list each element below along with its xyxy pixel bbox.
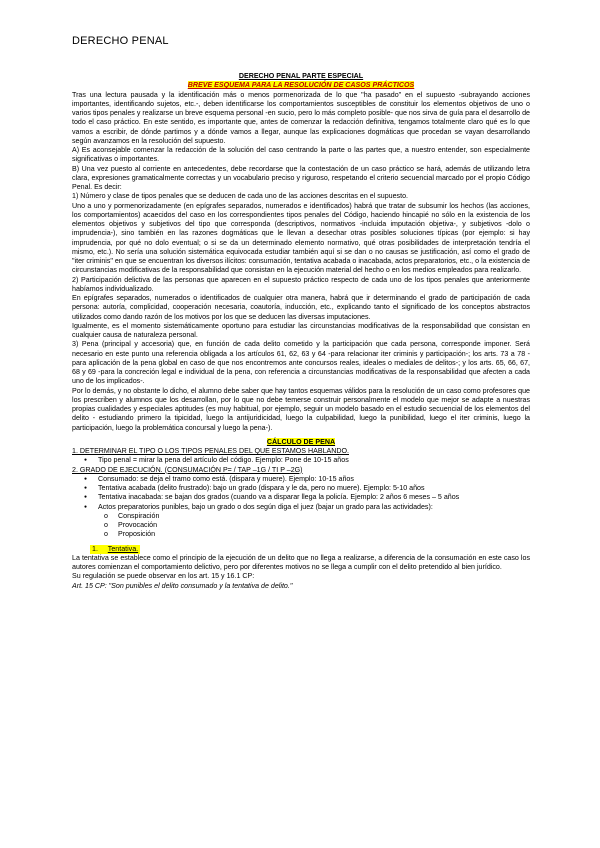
paragraph-3: 3) Pena (principal y accesoria) que, en función de cada delito cometido y la participación que cada persona, corresponde imponer. Será necesario en este punto una referencia obligada a los artículos 61, 62, 63 y 64 -para relacionar iter criminis y participación-; los arts. 73 a 78 -para aplicación de la pena global en caso de que nos encontremos ante concursos reales, ideales o mediales de delitos-; y los arts. 65, 66, 67, 68 y 69 -para la concreción legal e individual de la pena, con referencia a circunstancias modificativas de la responsabilidad que afecten a cada uno de los implicados-. [72, 340, 530, 386]
doc-subtitle: BREVE ESQUEMA PARA LA RESOLUCIÓN DE CASOS PRÁCTICOS [187, 81, 415, 90]
section-1-heading: 1. DETERMINAR EL TIPO O LOS TIPOS PENALES DEL QUE ESTAMOS HABLANDO. [72, 447, 349, 455]
list-subitem: o Provocación [118, 521, 530, 530]
paragraph-1: 1) Número y clase de tipos penales que se deducen de cada uno de las acciones descritas en el supuesto. [72, 192, 408, 201]
paragraph-b: B) Una vez puesto al corriente en antecedentes, debe recordarse que la contestación de un caso práctico se hará, además de utilizando letra clara, expresiones gramaticalmente correctas y un vocabulario preciso y riguroso, respetando el criterio secuencial marcado por el propio Código Penal. Es decir: [72, 164, 530, 191]
tentativa-heading [90, 545, 140, 554]
tentativa-paragraph: La tentativa se establece como el principio de la ejecución de un delito que no llega a realizarse, a diferencia de la consumación en este caso los autores comienzan el comportamiento delictivo, pero por diferentes motivos no se llega a cumplir con el delito pretendido al bien jurídico. [72, 553, 530, 571]
paragraph-a: A) Es aconsejable comenzar la redacción de la solución del caso centrando la parte o las partes que, a nuestro entender, son especialmente significativas o importantes. [72, 146, 530, 164]
doc-title: DERECHO PENAL PARTE ESPECIAL [238, 72, 364, 80]
list-item: ● Tentativa inacabada: se bajan dos grados (cuando va a disparar llega la policía. Ejemplo: 2 años 6 meses – 5 años [98, 493, 530, 502]
paragraph-2c: Igualmente, es el momento sistemáticamente oportuno para estudiar las circunstancias modificativas de la responsabilidad que consistan en cualquier causa de naturaleza personal. [72, 321, 530, 339]
list-item: ● Consumado: se deja el tramo como está. (dispara y muere). Ejemplo: 10-15 años [98, 475, 530, 484]
list-item: ● Actos preparatorios punibles, bajo un grado o dos según diga el juez (bajar un grado para las actividades): [98, 503, 530, 512]
paragraph-2: 2) Participación delictiva de las personas que aparecen en el supuesto práctico respecto de cada uno de los tipos penales que anteriormente habíamos individualizado. [72, 275, 530, 293]
tentativa-title: Tentativa. [107, 544, 139, 553]
document-body [72, 72, 530, 591]
tentativa-regulation: Su regulación se puede observar en los art. 15 y 16.1 CP: [72, 572, 255, 581]
section-2-heading: 2. GRADO DE EJECUCIÓN. (CONSUMACIÓN P= / TAP –1G / TI P –2G) [72, 465, 303, 474]
intro-paragraph: Tras una lectura pausada y la identificación más o menos pormenorizada de lo que "ha pasado" en el supuesto -subrayando acciones importantes, identificando sujetos, etc.-, deben identificarse los comportamientos susceptibles de constituir los elementos objetivos de uno o varios tipos penales y realizarse un breve esquema personal -en sucio, pero lo más completo posible- que nos sirva de guía para el desarrollo de todo el caso práctico. En este sentido, es importante que, antes de comenzar la redacción definitiva, tengamos totalmente claro qué es lo que vamos a escribir, de dónde partimos y a dónde vamos a llegar, aunque las explicaciones dogmáticas que procedan se vayan desarrollando según avanzamos en la resolución del supuesto. [72, 90, 530, 145]
list-item: ● Tentativa acabada (delito frustrado): bajo un grado (dispara y le da, pero no muere). Ejemplo: 5-10 años [98, 484, 530, 493]
calc-title: CÁLCULO DE PENA [266, 437, 336, 446]
paragraph-2b: En epígrafes separados, numerados o identificados de cualquier otra manera, habrá que ir determinando el grado de participación de cada persona: autoría, complicidad, cooperación necesaria, coautoría, inducción, etc., explicando tanto el significado de los conceptos abstractos utilizados como dando razón de los motivos por los que se deducen las diversas imputaciones. [72, 294, 530, 321]
paragraph-4: Por lo demás, y no obstante lo dicho, el alumno debe saber que hay tantos esquemas válidos para la resolución de un caso como profesores que los prescriben y alumnos que los desarrollan, por lo que no debe temerse construir personalmente el modelo que mejor se adapte a nuestras propias cualidades y especiales aptitudes (es muy habitual, por ejemplo, seguir un modelo basado en el estudio secuencial de los elementos del delito - estudiando primero la tipicidad, luego la antijuridicidad, luego la culpabilidad, luego la punibilidad, luego el iter criminis, luego la participación, luego la problemática concursal y luego la pena-). [72, 386, 530, 432]
tentativa-quote: Art. 15 CP: "Son punibles el delito consumado y la tentativa de delito." [72, 581, 293, 590]
list-subitem: o Conspiración [118, 512, 530, 521]
tentativa-number: 1. [92, 544, 98, 553]
section-1-bullet: ● Tipo penal = mirar la pena del artículo del código. Ejemplo: Pone de 10-15 años [98, 456, 530, 465]
list-subitem: o Proposición [118, 530, 530, 539]
paragraph-1b: Uno a uno y pormenorizadamente (en epígrafes separados, numerados e identificados) habrá que tratar de subsumir los hechos (las acciones, los comportamientos) acaecidos del caso en los correspondientes tipos penales del Código, haciendo hincapié no sólo en la existencia de los elementos objetivos y subjetivos del tipo que corresponda (descriptivos, normativos -incluida imputación objetiva-, y subjetivos -dolo o imprudencia-), sino también en las razones dogmáticas que le llevan a desechar otras posibles soluciones típicas (por ejemplo: si hay imprudencia, por qué no dolo eventual; o si se da un determinado elemento normativo, qué otras posibilidades de interpretación tendría el mismo, etc.). No sería una solución sistemática equivocada estudiar también aquí si se dan o no causas se justificación, así como el grado de "iter criminis" en que se encuentran los diversos ilícitos: consumación, tentativa acabada o inacabada, actos preparatorios, etc., o la existencia de circunstancias modificativas de la responsabilidad que consistan en la ejecución material del hecho o en los medios empleados para realizarlo. [72, 201, 530, 275]
document-header: DERECHO PENAL [72, 35, 169, 47]
